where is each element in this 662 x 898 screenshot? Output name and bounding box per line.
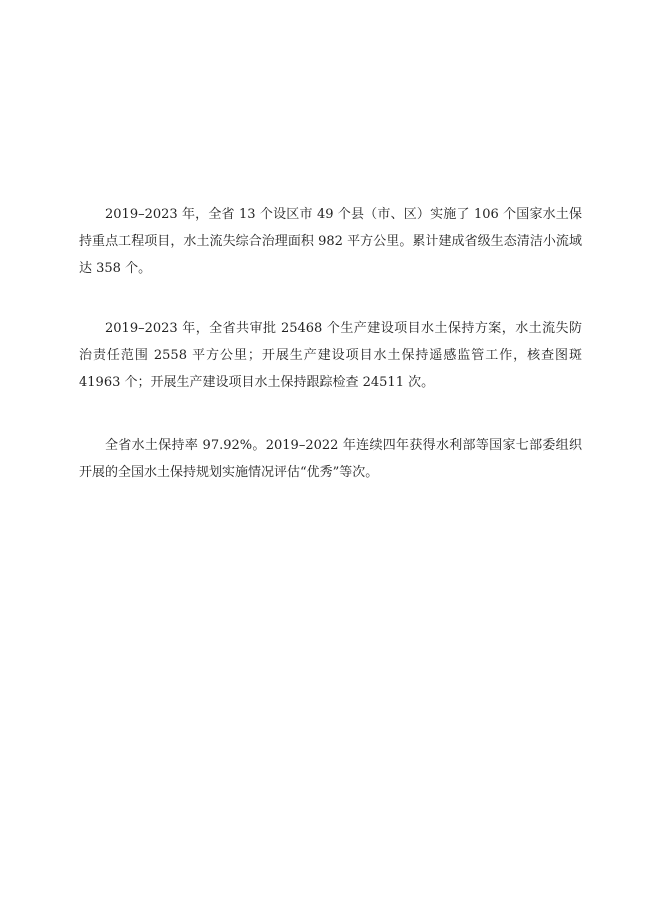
- paragraph-conservation-rate: 全省水土保持率 97.92%。2019–2022 年连续四年获得水利部等国家七部委组织开展的全国水土保持规划实施情况评估“优秀”等次。: [79, 438, 582, 480]
- paragraph-key-projects: 2019–2023 年，全省 13 个设区市 49 个县（市、区）实施了 106 个国家水土保持重点工程项目，水土流失综合治理面积 982 平方公里。累计建成省级生态清洁小流域达 358 个。: [79, 207, 582, 276]
- paragraph-construction-supervision: 2019–2023 年，全省共审批 25468 个生产建设项目水土保持方案，水土流失防治责任范围 2558 平方公里；开展生产建设项目水土保持遥感监管工作，核查图斑 41963 个；开展生产建设项目水土保持跟踪检查 24511 次。: [79, 321, 582, 390]
